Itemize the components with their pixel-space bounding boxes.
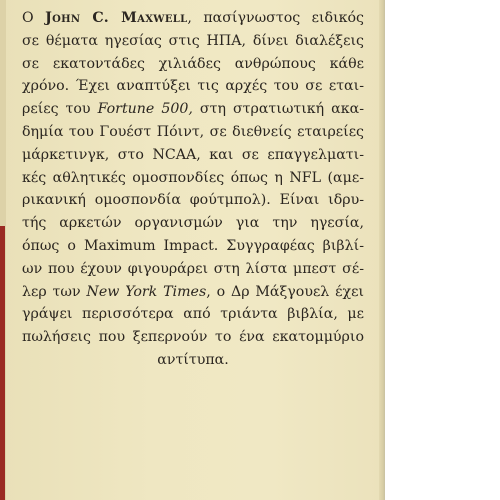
bio-line-16: αντίτυπα. bbox=[157, 351, 229, 368]
bio-text: ρείες του bbox=[22, 101, 98, 118]
bio-line-13 bbox=[22, 281, 364, 304]
bio-line-10: τής αρκετών οργανισμών για την ηγεσία, bbox=[22, 215, 364, 232]
bio-line-7: μάρκετινγκ, στο NCAA, και σε επαγγελματι- bbox=[22, 146, 364, 163]
bio-line-1 bbox=[22, 7, 364, 30]
nyt-title: New York Times bbox=[86, 283, 207, 300]
bio-line-15: πωλήσεις που ξεπερνούν το ένα εκατομμύριο bbox=[22, 329, 364, 346]
fortune-500-title: Fortune 500, bbox=[97, 101, 193, 118]
bio-text: λερ των bbox=[22, 283, 87, 300]
red-accent-strip bbox=[0, 226, 5, 500]
bio-line-2: σε θέματα ηγεσίας στις ΗΠΑ, δίνει διαλέξεις bbox=[22, 32, 364, 49]
author-bio bbox=[22, 7, 364, 372]
bio-line-14: γράψει περισσότερα από τριάντα βιβλία, με bbox=[22, 306, 364, 323]
bio-text: Ο bbox=[22, 10, 46, 26]
bio-line-4: χρόνο. Έχει αναπτύξει τις αρχές του σε εται- bbox=[22, 78, 364, 95]
bio-line-9: ρικανική ομοσπονδία φούτμπολ). Είναι ιδρυ- bbox=[22, 192, 364, 209]
bio-line-12: ων που έχουν φιγουράρει στη λίστα μπεστ σέ- bbox=[22, 260, 364, 277]
bio-line-5 bbox=[22, 98, 364, 121]
bio-line-11: όπως ο Maximum Impact. Συγγραφέας βιβλί- bbox=[22, 237, 364, 254]
cover-right-edge bbox=[379, 0, 385, 500]
author-name: John C. Maxwell bbox=[45, 10, 188, 26]
bio-text: , πασίγνωστος ειδικός bbox=[187, 10, 364, 26]
bio-text: , ο Δρ Μάξγουελ έχει bbox=[206, 283, 364, 300]
bio-line-8: κές αθλητικές ομοσπονδίες όπως η NFL (αμε- bbox=[22, 169, 364, 186]
bio-text: στη στρατιωτική ακα- bbox=[192, 101, 364, 118]
bio-line-6: δημία του Γουέστ Πόιντ, σε διεθνείς εταιρείες bbox=[22, 123, 364, 140]
bio-line-3: σε εκατοντάδες χιλιάδες ανθρώπους κάθε bbox=[22, 55, 364, 72]
